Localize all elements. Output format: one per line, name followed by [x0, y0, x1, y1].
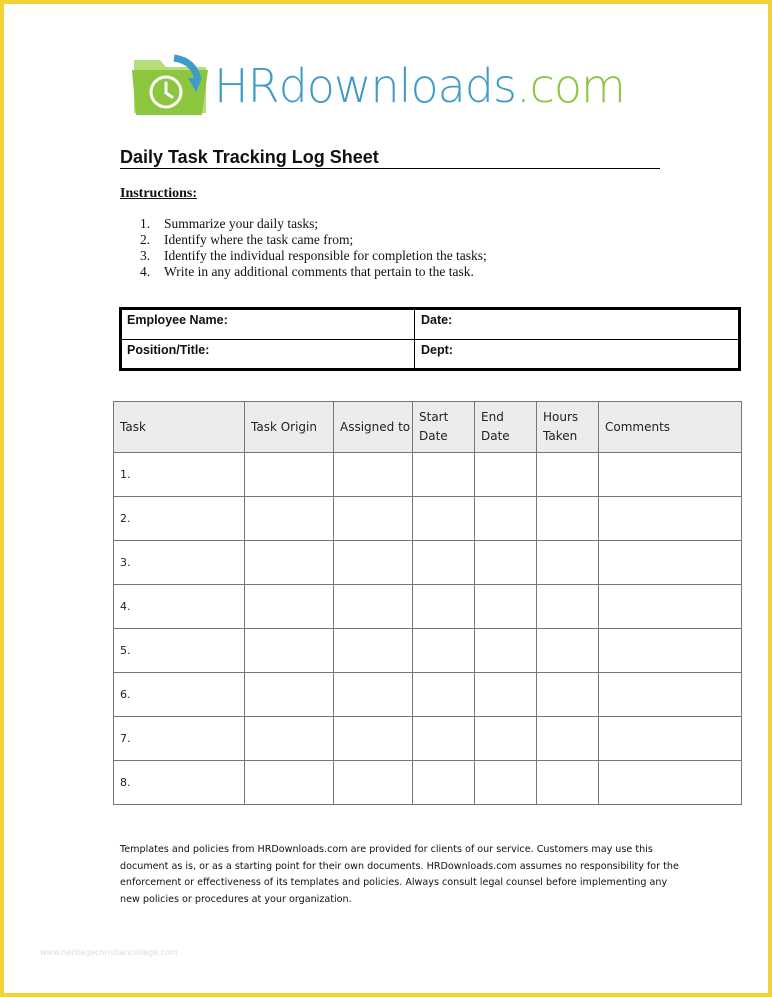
task-number: 3. [114, 541, 245, 585]
table-cell[interactable] [599, 541, 742, 585]
position-title-field[interactable]: Position/Title: [122, 340, 415, 368]
header-task: Task [114, 402, 245, 453]
table-row [114, 497, 742, 541]
table-cell[interactable] [245, 717, 334, 761]
table-cell[interactable] [537, 585, 599, 629]
task-number: 8. [114, 761, 245, 805]
document-title: Daily Task Tracking Log Sheet [120, 147, 660, 169]
table-cell[interactable] [334, 497, 413, 541]
table-cell[interactable] [599, 717, 742, 761]
table-cell[interactable] [413, 629, 475, 673]
employee-name-field[interactable]: Employee Name: [122, 310, 415, 339]
table-cell[interactable] [475, 497, 537, 541]
table-cell[interactable] [245, 629, 334, 673]
table-cell[interactable] [475, 585, 537, 629]
instructions-heading: Instructions: [120, 186, 198, 201]
logo-wordmark: HRdownloads.com [214, 59, 625, 113]
table-cell[interactable] [599, 497, 742, 541]
table-cell[interactable] [537, 717, 599, 761]
table-cell[interactable] [599, 629, 742, 673]
task-log-table [113, 401, 742, 805]
table-cell[interactable] [537, 497, 599, 541]
table-row [114, 585, 742, 629]
instructions-list [140, 216, 487, 280]
table-cell[interactable] [475, 761, 537, 805]
table-cell[interactable] [413, 717, 475, 761]
table-row [114, 717, 742, 761]
table-cell[interactable] [475, 453, 537, 497]
list-item: 4. Write in any additional comments that pertain to the task. [140, 264, 474, 279]
table-cell[interactable] [599, 673, 742, 717]
table-cell[interactable] [537, 453, 599, 497]
table-cell[interactable] [334, 717, 413, 761]
table-cell[interactable] [245, 453, 334, 497]
employee-info-box [119, 307, 741, 371]
table-cell[interactable] [334, 629, 413, 673]
table-cell[interactable] [537, 673, 599, 717]
table-row [114, 453, 742, 497]
task-number: 6. [114, 673, 245, 717]
table-cell[interactable] [245, 585, 334, 629]
employee-info-row [122, 340, 738, 368]
header-assigned-to: Assigned to [334, 402, 413, 453]
list-item: 3. Identify the individual responsible for completion the tasks; [140, 248, 487, 263]
table-cell[interactable] [475, 717, 537, 761]
hrdownloads-logo [130, 52, 660, 122]
header-comments: Comments [599, 402, 742, 453]
task-number: 4. [114, 585, 245, 629]
table-cell[interactable] [413, 453, 475, 497]
table-cell[interactable] [537, 761, 599, 805]
table-cell[interactable] [334, 761, 413, 805]
table-cell[interactable] [334, 673, 413, 717]
list-item: 2. Identify where the task came from; [140, 232, 354, 247]
table-cell[interactable] [475, 673, 537, 717]
table-row [114, 673, 742, 717]
table-row [114, 541, 742, 585]
table-cell[interactable] [334, 453, 413, 497]
task-number: 2. [114, 497, 245, 541]
employee-info-row [122, 310, 738, 340]
table-cell[interactable] [334, 541, 413, 585]
header-end-date: End Date [475, 402, 537, 453]
list-item: 1. Summarize your daily tasks; [140, 216, 319, 231]
table-cell[interactable] [245, 497, 334, 541]
task-number: 1. [114, 453, 245, 497]
table-cell[interactable] [537, 541, 599, 585]
watermark: www.heritagechristiancollege.com [40, 948, 178, 957]
table-cell[interactable] [599, 585, 742, 629]
dept-field[interactable]: Dept: [421, 343, 453, 357]
table-cell[interactable] [334, 585, 413, 629]
header-hours-taken: Hours Taken [537, 402, 599, 453]
table-cell[interactable] [599, 453, 742, 497]
table-cell[interactable] [413, 585, 475, 629]
header-start-date: Start Date [413, 402, 475, 453]
table-row [114, 629, 742, 673]
disclaimer-text: Templates and policies from HRDownloads.com are provided for clients of our service. Customers may use this document as is, or as a starting point for their own documents. HRDownloads.com assumes no responsibility for the enforcement or effectiveness of its templates and policies. Always consult legal counsel before implementing any new policies or procedures at your organization. [120, 844, 679, 905]
table-cell[interactable] [245, 541, 334, 585]
table-cell[interactable] [413, 497, 475, 541]
date-field[interactable]: Date: [421, 313, 453, 327]
table-cell[interactable] [475, 629, 537, 673]
table-cell[interactable] [413, 541, 475, 585]
header-task-origin: Task Origin [245, 402, 334, 453]
task-number: 7. [114, 717, 245, 761]
task-number: 5. [114, 629, 245, 673]
table-cell[interactable] [245, 761, 334, 805]
folder-clock-icon [130, 52, 214, 118]
table-row [114, 761, 742, 805]
table-cell[interactable] [413, 673, 475, 717]
table-header-row [114, 402, 742, 453]
table-cell[interactable] [599, 761, 742, 805]
table-cell[interactable] [475, 541, 537, 585]
table-cell[interactable] [245, 673, 334, 717]
table-cell[interactable] [413, 761, 475, 805]
table-cell[interactable] [537, 629, 599, 673]
